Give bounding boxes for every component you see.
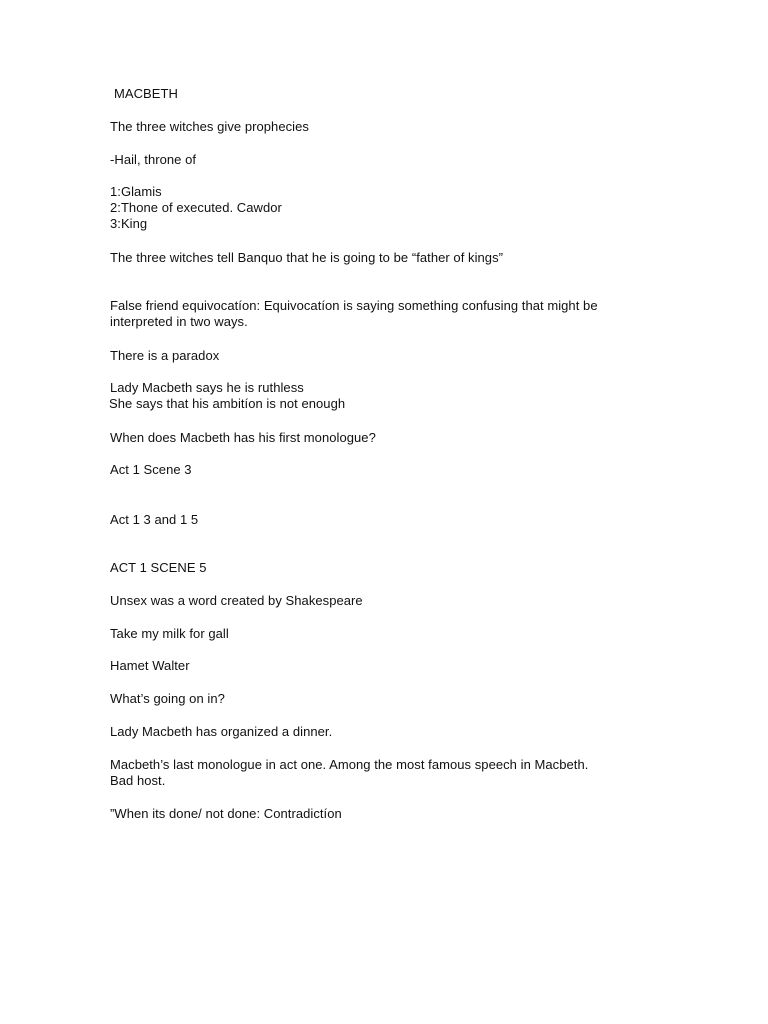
note-line: Lady Macbeth says he is ruthless: [110, 380, 304, 395]
note-line: Lady Macbeth has organized a dinner.: [110, 724, 333, 739]
note-line: ”When its done/ not done: Contradictíon: [110, 806, 342, 821]
note-line: interpreted in two ways.: [110, 314, 248, 329]
note-line: Act 1 Scene 3: [110, 462, 192, 477]
list-item: 1:Glamis: [110, 184, 162, 199]
note-line: There is a paradox: [110, 348, 220, 363]
list-item: 3:King: [110, 216, 148, 231]
note-line: False friend equivocatíon: Equivocatíon is saying something confusing that might be: [110, 298, 598, 313]
section-heading: ACT 1 SCENE 5: [110, 560, 207, 575]
note-line: The three witches give prophecies: [110, 119, 309, 134]
list-item: 2:Thone of executed. Cawdor: [110, 200, 282, 215]
note-line: Bad host.: [110, 773, 166, 788]
note-line: When does Macbeth has his first monologue?: [110, 430, 376, 445]
note-line: Hamet Walter: [110, 658, 190, 673]
note-line: Act 1 3 and 1 5: [110, 512, 199, 527]
note-line: Unsex was a word created by Shakespeare: [110, 593, 363, 608]
note-line: Macbeth’s last monologue in act one. Among the most famous speech in Macbeth.: [110, 757, 589, 772]
note-line: What’s going on in?: [110, 691, 225, 706]
note-line: She says that his ambitíon is not enough: [109, 396, 346, 411]
document-title: MACBETH: [114, 86, 178, 101]
note-line: Take my milk for gall: [110, 626, 229, 641]
note-line: -Hail, throne of: [110, 152, 197, 167]
note-line: The three witches tell Banquo that he is going to be “father of kings”: [110, 250, 504, 265]
